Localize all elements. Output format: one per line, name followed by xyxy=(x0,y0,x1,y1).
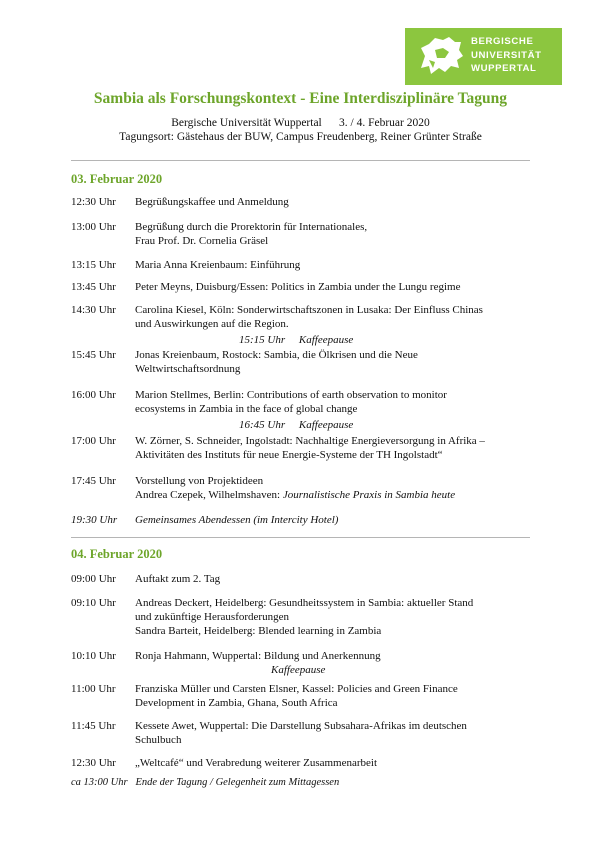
coffee-break xyxy=(239,334,353,346)
row-text: Schulbuch xyxy=(135,734,182,746)
row-time: 09:10 Uhr xyxy=(71,597,116,609)
row-time: 16:00 Uhr xyxy=(71,389,116,401)
row-time: 17:45 Uhr xyxy=(71,475,116,487)
coffee-break xyxy=(239,419,353,431)
row-time: 11:00 Uhr xyxy=(71,683,116,695)
row-time: 14:30 Uhr xyxy=(71,304,116,316)
row-time: 12:30 Uhr xyxy=(71,196,116,208)
row-text: Gemeinsames Abendessen (im Intercity Hotel) xyxy=(135,514,339,526)
row-time: 10:10 Uhr xyxy=(71,650,116,662)
row-text: Vorstellung von Projektideen xyxy=(135,475,264,487)
break-label: Kaffeepause xyxy=(271,664,326,676)
page-title: Sambia als Forschungskontext - Eine Interdisziplinäre Tagung xyxy=(93,90,508,107)
row-text: Aktivitäten des Instituts für neue Energie-Systeme der TH Ingolstadt“ xyxy=(135,449,443,461)
subtitle-university-date: Bergische Universität Wuppertal 3. / 4. Februar 2020 xyxy=(171,117,430,129)
row-text: Begrüßung durch die Prorektorin für Internationales, xyxy=(135,221,368,233)
university-logo xyxy=(405,28,562,85)
row-text: Peter Meyns, Duisburg/Essen: Politics in Zambia under the Lungu regime xyxy=(135,281,461,293)
row-text: Development in Zambia, Ghana, South Africa xyxy=(135,697,338,709)
row-time: 15:45 Uhr xyxy=(71,349,116,361)
row-time: 13:00 Uhr xyxy=(71,221,116,233)
subtitle-venue: Tagungsort: Gästehaus der BUW, Campus Freudenberg, Reiner Grünter Straße xyxy=(119,131,482,143)
lion-emblem-icon xyxy=(415,34,467,78)
row-text: W. Zörner, S. Schneider, Ingolstadt: Nachhaltige Energieversorgung in Afrika – xyxy=(135,435,485,447)
row-text: ecosystems in Zambia in the face of global change xyxy=(135,403,358,415)
break-time: 15:15 Uhr xyxy=(239,334,286,346)
closing-note xyxy=(71,777,339,788)
row-text-italic: Journalistische Praxis in Sambia heute xyxy=(282,489,456,501)
row-time: 09:00 Uhr xyxy=(71,573,116,585)
row-text: Weltwirtschaftsordnung xyxy=(135,363,241,375)
row-text: Franziska Müller und Carsten Elsner, Kassel: Policies and Green Finance xyxy=(135,683,458,695)
break-label: Kaffeepause xyxy=(298,334,354,346)
row-text: Marion Stellmes, Berlin: Contributions of earth observation to monitor xyxy=(135,389,447,401)
row-time: 13:45 Uhr xyxy=(71,281,116,293)
row-text: Maria Anna Kreienbaum: Einführung xyxy=(135,259,301,271)
row-text: und Auswirkungen auf die Region. xyxy=(135,318,289,330)
row-text: Jonas Kreienbaum, Rostock: Sambia, die Ölkrisen und die Neue xyxy=(135,349,418,361)
row-time: 13:15 Uhr xyxy=(71,259,116,271)
row-time: 19:30 Uhr xyxy=(71,514,118,526)
row-time: 11:45 Uhr xyxy=(71,720,116,732)
row-text: Sandra Barteit, Heidelberg: Blended learning in Zambia xyxy=(135,625,382,637)
break-label: Kaffeepause xyxy=(298,419,354,431)
coffee-break xyxy=(271,664,325,676)
row-text: Andrea Czepek, Wilhelmshaven: xyxy=(135,489,283,501)
row-text: Andreas Deckert, Heidelberg: Gesundheitssystem in Sambia: aktueller Stand xyxy=(135,597,474,609)
row-text: und zukünftige Herausforderungen xyxy=(135,611,289,623)
divider xyxy=(71,160,530,161)
row-text: Auftakt zum 2. Tag xyxy=(135,573,221,585)
end-time: ca 13:00 Uhr xyxy=(71,777,128,788)
row-time: 12:30 Uhr xyxy=(71,757,116,769)
logo-text: BERGISCHE UNIVERSITÄT WUPPERTAL xyxy=(471,36,542,74)
row-time: 17:00 Uhr xyxy=(71,435,116,447)
day1-heading: 03. Februar 2020 xyxy=(71,172,163,186)
row-text: Frau Prof. Dr. Cornelia Gräsel xyxy=(135,235,269,247)
row-text: Kessete Awet, Wuppertal: Die Darstellung Subsahara-Afrikas im deutschen xyxy=(135,720,467,732)
row-text: Ronja Hahmann, Wuppertal: Bildung und Anerkennung xyxy=(135,650,381,662)
row-text: Begrüßungskaffee und Anmeldung xyxy=(135,196,289,208)
row-text: „Weltcafé“ und Verabredung weiterer Zusammenarbeit xyxy=(135,757,378,769)
row-text: Carolina Kiesel, Köln: Sonderwirtschaftszonen in Lusaka: Der Einfluss Chinas xyxy=(135,304,483,316)
divider xyxy=(71,537,530,538)
break-time: 16:45 Uhr xyxy=(239,419,286,431)
day2-heading: 04. Februar 2020 xyxy=(71,547,163,561)
end-label: Ende der Tagung / Gelegenheit zum Mittagessen xyxy=(135,777,340,788)
